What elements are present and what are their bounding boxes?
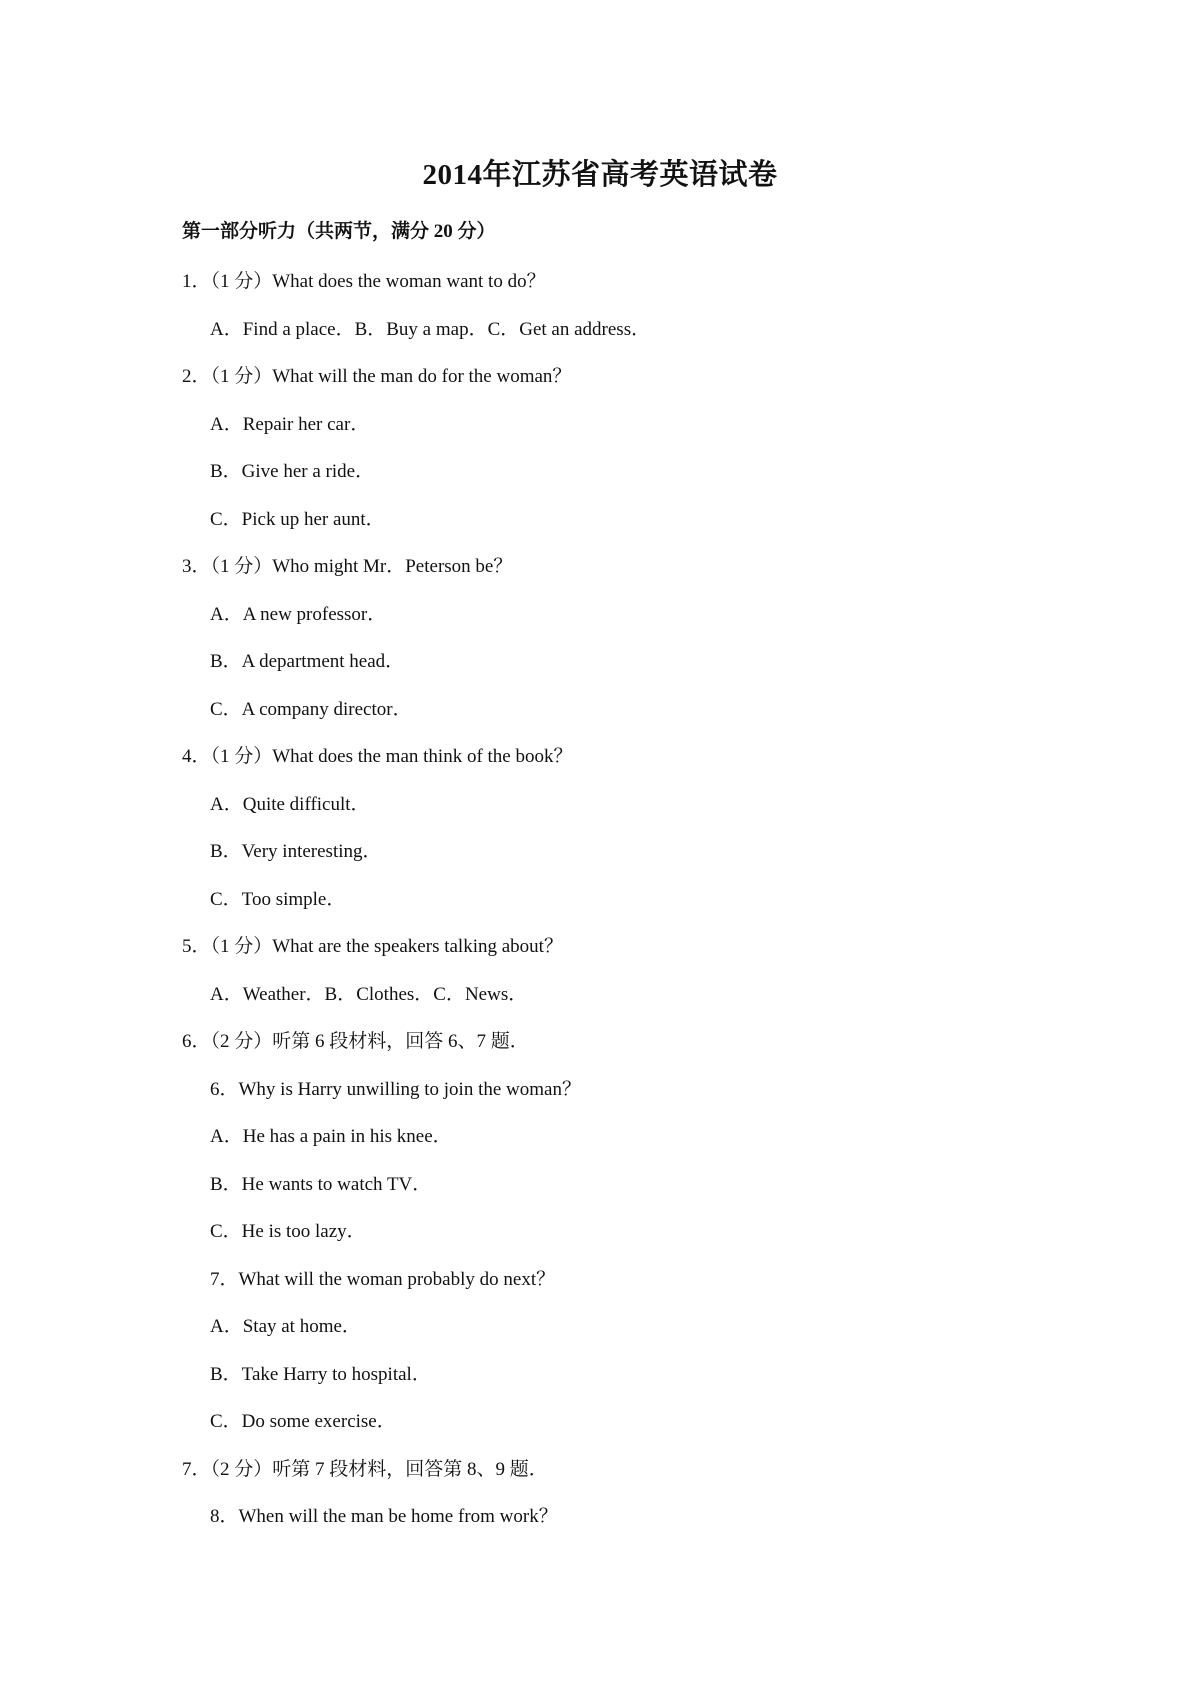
question-2-option-b: B．Give her a ride． bbox=[210, 461, 375, 482]
subquestion-7-option-c: C．Do some exercise． bbox=[210, 1411, 396, 1432]
subquestion-6-option-a: A．He has a pain in his knee． bbox=[210, 1126, 452, 1147]
exam-title: 2014年江苏省高考英语试卷 bbox=[422, 159, 778, 191]
question-4: 4．（1 分）What does the man think of the book？ bbox=[182, 746, 573, 767]
subquestion-7-option-a: A．Stay at home． bbox=[210, 1316, 361, 1337]
subquestion-7: 7．What will the woman probably do next？ bbox=[210, 1269, 556, 1290]
subquestion-8: 8．When will the man be home from work？ bbox=[210, 1506, 558, 1527]
question-3: 3．（1 分）Who might Mr．Peterson be？ bbox=[182, 556, 513, 577]
question-1-options: A．Find a place．B．Buy a map．C．Get an address． bbox=[210, 319, 651, 340]
question-6-heading: 6．（2 分）听第 6 段材料，回答 6、7 题． bbox=[182, 1031, 529, 1052]
question-5-options: A．Weather．B．Clothes．C．News． bbox=[210, 984, 528, 1005]
question-4-option-c: C．Too simple． bbox=[210, 889, 346, 910]
subquestion-6: 6．Why is Harry unwilling to join the woman？ bbox=[210, 1079, 581, 1100]
question-2-option-c: C．Pick up her aunt． bbox=[210, 509, 385, 530]
question-7-heading: 7．（2 分）听第 7 段材料，回答第 8、9 题． bbox=[182, 1459, 548, 1480]
question-2: 2．（1 分）What will the man do for the woman？ bbox=[182, 366, 572, 387]
question-1: 1．（1 分）What does the woman want to do？ bbox=[182, 271, 546, 292]
subquestion-7-option-b: B．Take Harry to hospital． bbox=[210, 1364, 431, 1385]
subquestion-6-option-b: B．He wants to watch TV． bbox=[210, 1174, 432, 1195]
subquestion-6-option-c: C．He is too lazy． bbox=[210, 1221, 366, 1242]
question-3-option-c: C．A company director． bbox=[210, 699, 412, 720]
question-4-option-b: B．Very interesting． bbox=[210, 841, 382, 862]
question-3-option-a: A．A new professor． bbox=[210, 604, 387, 625]
question-4-option-a: A．Quite difficult． bbox=[210, 794, 370, 815]
question-3-option-b: B．A department head． bbox=[210, 651, 405, 672]
question-2-option-a: A．Repair her car． bbox=[210, 414, 370, 435]
question-5: 5．（1 分）What are the speakers talking about？ bbox=[182, 936, 563, 957]
section-heading: 第一部分听力（共两节，满分 20 分） bbox=[182, 221, 496, 242]
